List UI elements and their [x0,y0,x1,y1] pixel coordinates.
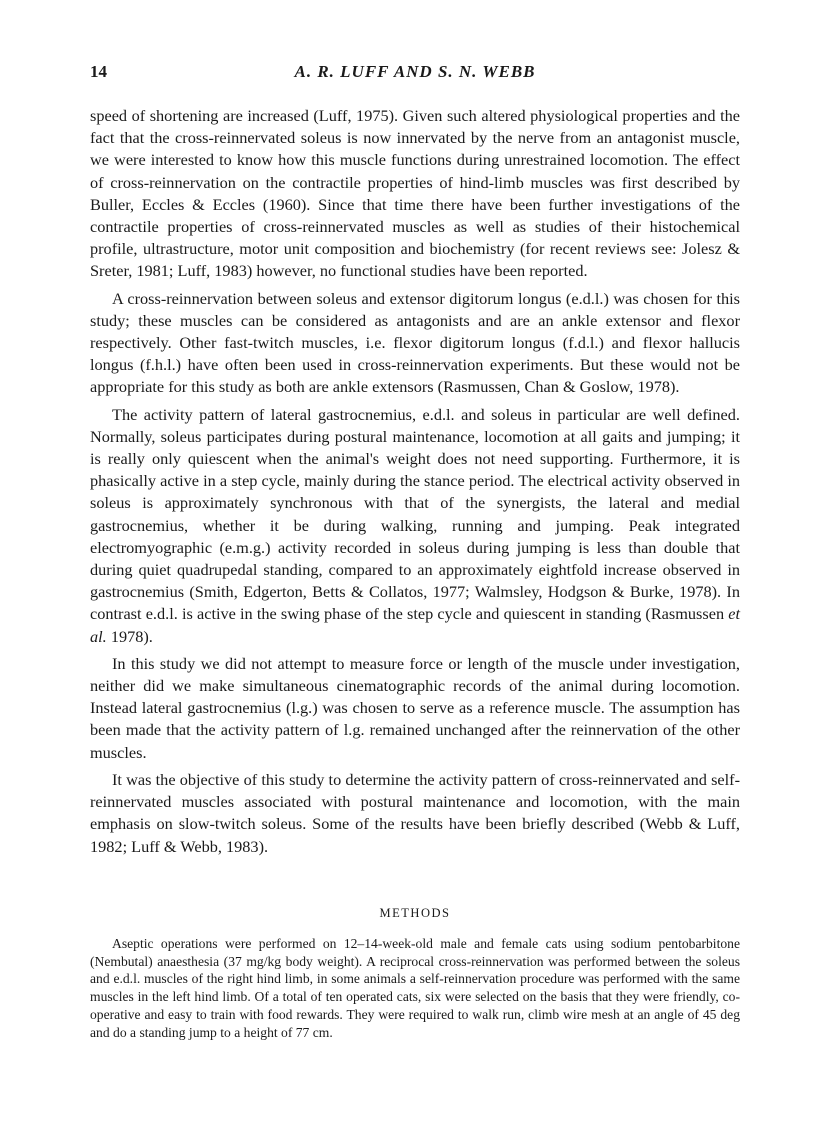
running-head: A. R. LUFF AND S. N. WEBB [294,62,536,81]
page-header [90,62,740,92]
paragraph-3-etal: et al. [90,604,740,646]
paragraph-3 [90,404,740,648]
paragraph-3-tail: 1978). [106,626,153,646]
paragraph-4: In this study we did not attempt to measure force or length of the muscle under investigation, neither did we make simultaneous cinematographic records of the animal during locomotion. Instead lateral gastrocnemius (l.g.) was chosen to serve as a reference muscle. The assumption has been made that the activity pattern of l.g. remained unchanged after the reinnervation of the other muscles. [90,653,740,762]
page-number: 14 [90,62,107,81]
methods-paragraph: Aseptic operations were performed on 12–14-week-old male and female cats using sodium pentobarbitone (Nembutal) anaesthesia (37 mg/kg body weight). A reciprocal cross-reinnervation was performed between the soleus and e.d.l. muscles of the right hind limb, in some animals a self-reinnervation procedure was performed with the same muscles in the left hind limb. Of a total of ten operated cats, six were selected on the basis that they were friendly, co-operative and easy to train with food rewards. They were required to walk run, climb wire mesh at an angle of 45 deg and do a standing jump to a height of 77 cm. [90,935,740,1040]
body-text [90,105,740,858]
paragraph-2: A cross-reinnervation between soleus and extensor digitorum longus (e.d.l.) was chosen for this study; these muscles can be considered as antagonists and are an ankle extensor and flexor respectively. Other fast-twitch muscles, i.e. flexor digitorum longus (f.d.l.) and flexor hallucis longus (f.h.l.) have often been used in cross-reinnervation experiments. But these would not be appropriate for this study as both are ankle extensors (Rasmussen, Chan & Goslow, 1978). [90,288,740,397]
journal-page [90,62,740,1041]
methods-heading: METHODS [379,905,451,920]
paragraph-5: It was the objective of this study to determine the activity pattern of cross-reinnervated and self-reinnervated muscles associated with postural maintenance and locomotion, with the main emphasis on slow-twitch soleus. Some of the results have been briefly described (Webb & Luff, 1982; Luff & Webb, 1983). [90,769,740,856]
paragraph-1: speed of shortening are increased (Luff, 1975). Given such altered physiological properties and the fact that the cross-reinnervated soleus is now innervated by the nerve from an antagonist muscle, we were interested to know how this muscle functions during unrestrained locomotion. The effect of cross-reinnervation on the contractile properties of hind-limb muscles was first described by Buller, Eccles & Eccles (1960). Since that time there have been further investigations of the contractile properties of cross-reinnervated muscles as well as studies of their histochemical profile, ultrastructure, motor unit composition and biochemistry (for recent reviews see: Jolesz & Sreter, 1981; Luff, 1983) however, no functional studies have been reported. [90,106,740,281]
paragraph-3-text: The activity pattern of lateral gastrocnemius, e.d.l. and soleus in particular are well defined. Normally, soleus participates during postural maintenance, locomotion at all gaits and jumping; it is really only quiescent when the animal's weight does not need supporting. Furthermore, it is phasically active in a step cycle, mainly during the stance period. The electrical activity observed in soleus is approximately synchronous with that of the synergists, the lateral and medial gastrocnemius, whether it be during walking, running and jumping. Peak integrated electromyographic (e.m.g.) activity recorded in soleus during jumping is less than double that during quiet quadrupedal standing, compared to an approximately eightfold increase observed in gastrocnemius (Smith, Edgerton, Betts & Collatos, 1977; Walmsley, Hodgson & Burke, 1978). In contrast e.d.l. is active in the swing phase of the step cycle and quiescent in standing (Rasmussen [90,404,740,624]
